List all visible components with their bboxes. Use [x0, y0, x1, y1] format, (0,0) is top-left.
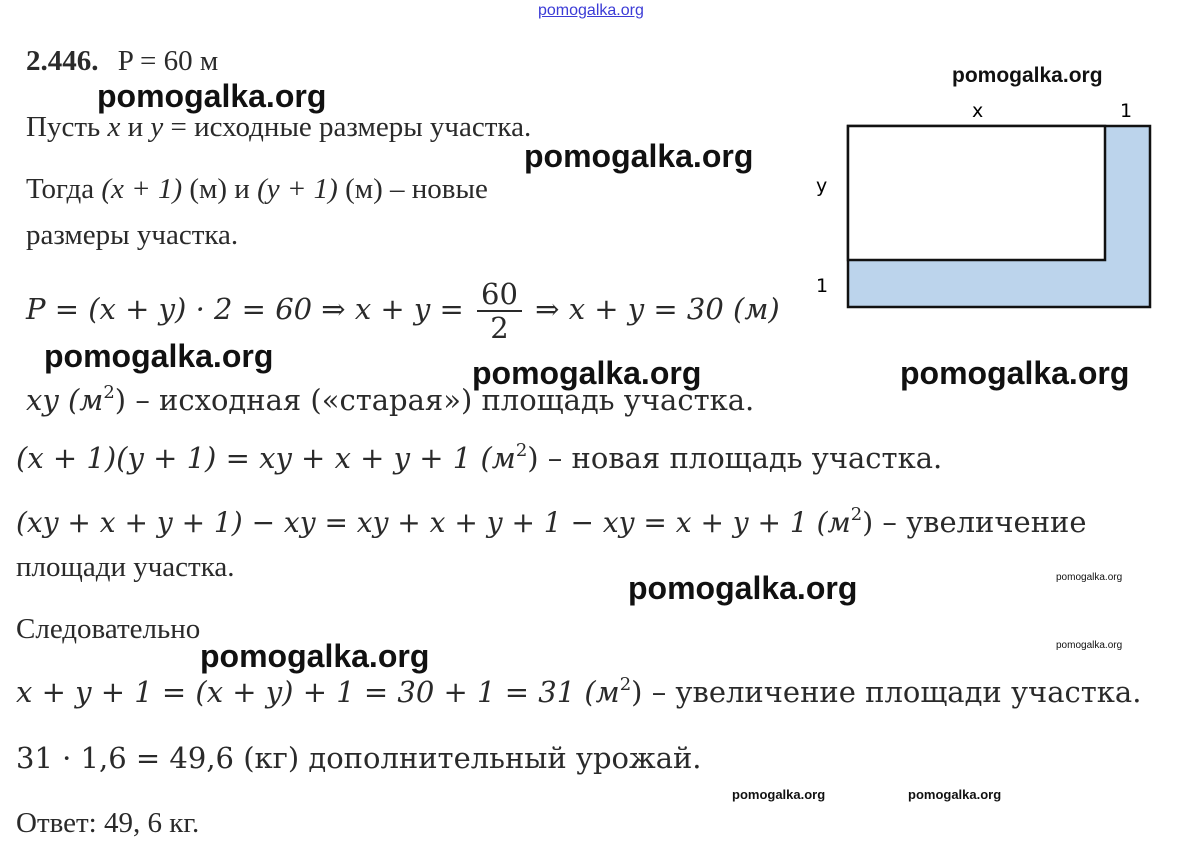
watermark: pomogalka.org — [732, 787, 826, 802]
fraction-numerator: 60 — [477, 278, 522, 312]
var-x: x — [107, 111, 121, 143]
problem-number: 2.446. — [26, 45, 99, 77]
answer-line: Ответ: 49, 6 кг. — [16, 807, 200, 839]
math-fragment: ) — [862, 506, 874, 539]
fraction — [477, 278, 522, 344]
perimeter-formula — [26, 278, 780, 344]
watermark: pomogalka.org — [524, 138, 754, 174]
watermark: pomogalka.org — [1056, 572, 1123, 583]
superscript: 2 — [515, 440, 528, 461]
watermark: pomogalka.org — [952, 64, 1103, 87]
problem-heading — [26, 44, 218, 78]
math-fragment: ) — [114, 383, 127, 417]
text-fragment: = исходные размеры участка. — [163, 111, 532, 143]
text-fragment: – исходная («старая») площадь участка. — [126, 383, 755, 417]
watermark: pomogalka.org — [472, 355, 702, 391]
text-fragment: – увеличение — [873, 505, 1087, 539]
increase-line — [16, 505, 1087, 541]
text-fragment: (м) – новые — [337, 173, 488, 205]
superscript: 2 — [619, 674, 632, 695]
label-y: y — [816, 175, 828, 197]
watermark: pomogalka.org — [900, 355, 1130, 391]
label-1-left: 1 — [816, 275, 829, 297]
formula-right: ⇒ x + y = 30 (м) — [525, 292, 780, 326]
text-line-2 — [26, 172, 488, 206]
problem-given: P = 60 м — [117, 45, 219, 77]
label-1-top: 1 — [1120, 100, 1133, 122]
fraction-denominator: 2 — [490, 311, 509, 345]
watermark: pomogalka.org — [1056, 640, 1123, 651]
top-watermark: pomogalka.org — [538, 2, 644, 19]
text-line-9: Следовательно — [16, 613, 201, 645]
math-fragment: xy (м — [26, 383, 104, 417]
text-fragment: Тогда — [26, 173, 102, 205]
text-line-8: площади участка. — [16, 551, 235, 583]
text-line-1 — [26, 110, 531, 144]
math-fragment: x + y + 1 = (x + y) + 1 = 30 + 1 = 31 (м — [16, 675, 620, 709]
expr-y-plus-1: (y + 1) — [257, 173, 338, 205]
result-line — [16, 674, 1141, 710]
label-x: x — [972, 100, 984, 122]
watermark: pomogalka.org — [628, 570, 858, 606]
watermark: pomogalka.org — [200, 638, 430, 674]
superscript: 2 — [850, 504, 863, 525]
math-fragment: (x + 1)(y + 1) = xy + x + y + 1 (м — [16, 441, 516, 475]
math-fragment: ) — [631, 675, 643, 709]
superscript: 2 — [103, 382, 115, 403]
new-area-line — [16, 440, 942, 476]
watermark: pomogalka.org — [908, 787, 1002, 802]
text-fragment: – увеличение площади участка. — [642, 675, 1142, 709]
expr-x-plus-1: (x + 1) — [101, 173, 183, 205]
text-fragment: (кг) дополнительный урожай. — [233, 741, 702, 775]
watermark: pomogalka.org — [44, 338, 274, 374]
formula-left: P = (x + y) · 2 = 60 ⇒ x + y = — [26, 292, 474, 326]
var-y: y — [150, 111, 164, 143]
math-fragment: 31 · 1,6 = 49,6 — [16, 741, 234, 775]
text-fragment: – новая площадь участка. — [538, 441, 943, 475]
math-fragment: (xy + x + y + 1) − xy = xy + x + y + 1 − xy = x + y + 1 (м — [16, 506, 851, 539]
plot-diagram — [800, 92, 1160, 322]
text-fragment: и — [120, 111, 151, 143]
text-fragment: (м) и — [182, 173, 258, 205]
text-fragment: Пусть — [26, 111, 108, 143]
math-fragment: ) — [527, 441, 539, 475]
harvest-line — [16, 740, 702, 776]
inner-plot — [848, 126, 1105, 260]
text-line-3: размеры участка. — [26, 219, 239, 251]
watermark: pomogalka.org — [97, 78, 327, 114]
